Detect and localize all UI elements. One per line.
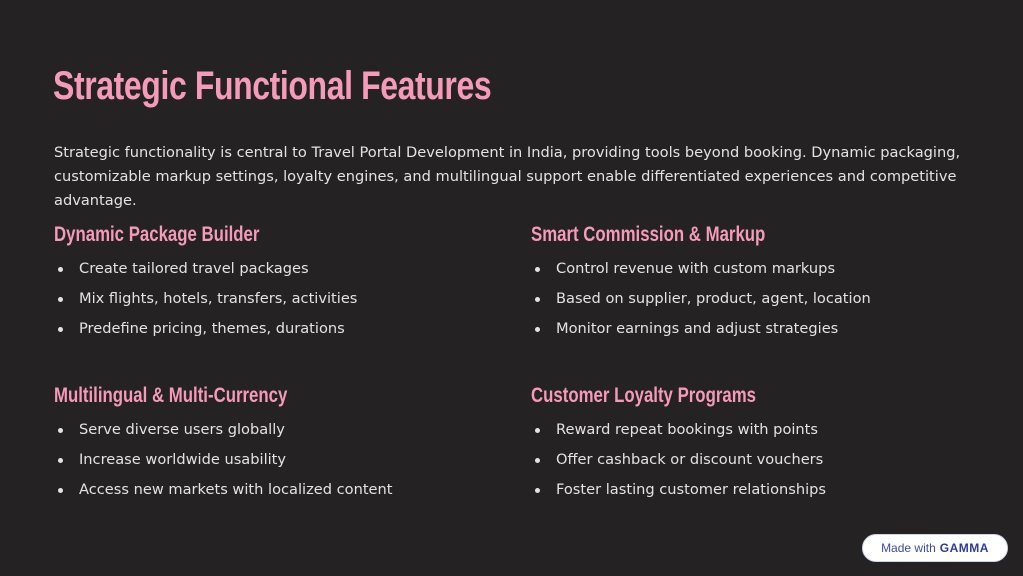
bullet-icon — [535, 428, 540, 433]
section-dynamic-package-builder — [54, 221, 514, 349]
list-item — [531, 319, 991, 339]
bullet-icon — [535, 297, 540, 302]
bullet-icon — [58, 297, 63, 302]
bullet-list — [531, 420, 991, 500]
list-item-text: Based on supplier, product, agent, location — [556, 290, 871, 307]
section-customer-loyalty-programs — [531, 382, 991, 510]
list-item-text: Offer cashback or discount vouchers — [556, 451, 824, 468]
bullet-icon — [535, 267, 540, 272]
bullet-icon — [535, 458, 540, 463]
gamma-logo: GAMMA — [939, 541, 989, 555]
bullet-list — [531, 259, 991, 339]
list-item — [531, 450, 991, 470]
list-item — [531, 259, 991, 279]
bullet-icon — [58, 428, 63, 433]
bullet-icon — [58, 327, 63, 332]
list-item-text: Predefine pricing, themes, durations — [79, 320, 345, 337]
list-item-text: Create tailored travel packages — [79, 260, 309, 277]
list-item — [54, 259, 514, 279]
list-item — [54, 319, 514, 339]
page-title: Strategic Functional Features — [53, 64, 492, 108]
made-with-label: Made with — [881, 541, 936, 555]
bullet-icon — [535, 488, 540, 493]
list-item-text: Increase worldwide usability — [79, 451, 287, 468]
bullet-list — [54, 420, 514, 500]
list-item-text: Control revenue with custom markups — [556, 260, 836, 277]
bullet-icon — [535, 327, 540, 332]
list-item-text: Mix flights, hotels, transfers, activities — [79, 290, 358, 307]
intro-paragraph: Strategic functionality is central to Travel Portal Development in India, providing tools beyond booking. Dynamic packaging, customizable markup settings, loyalty engines, and multilingual support enable differentiated experiences and competitive advantage. — [54, 144, 961, 209]
list-item — [531, 480, 991, 500]
section-heading: Customer Loyalty Programs — [531, 384, 756, 407]
list-item-text: Monitor earnings and adjust strategies — [556, 320, 839, 337]
list-item-text: Reward repeat bookings with points — [556, 421, 818, 438]
list-item-text: Serve diverse users globally — [79, 421, 285, 438]
made-with-gamma-badge[interactable] — [862, 534, 1008, 562]
list-item — [54, 450, 514, 470]
section-heading: Dynamic Package Builder — [54, 223, 260, 246]
section-multilingual-multi-currency — [54, 382, 514, 510]
section-heading: Smart Commission & Markup — [531, 223, 766, 246]
section-heading: Multilingual & Multi-Currency — [54, 384, 288, 407]
section-smart-commission-markup — [531, 221, 991, 349]
list-item — [531, 420, 991, 440]
bullet-list — [54, 259, 514, 339]
list-item — [54, 420, 514, 440]
bullet-icon — [58, 267, 63, 272]
list-item — [531, 289, 991, 309]
list-item-text: Foster lasting customer relationships — [556, 481, 827, 498]
list-item — [54, 480, 514, 500]
list-item-text: Access new markets with localized content — [79, 481, 393, 498]
list-item — [54, 289, 514, 309]
bullet-icon — [58, 488, 63, 493]
bullet-icon — [58, 458, 63, 463]
